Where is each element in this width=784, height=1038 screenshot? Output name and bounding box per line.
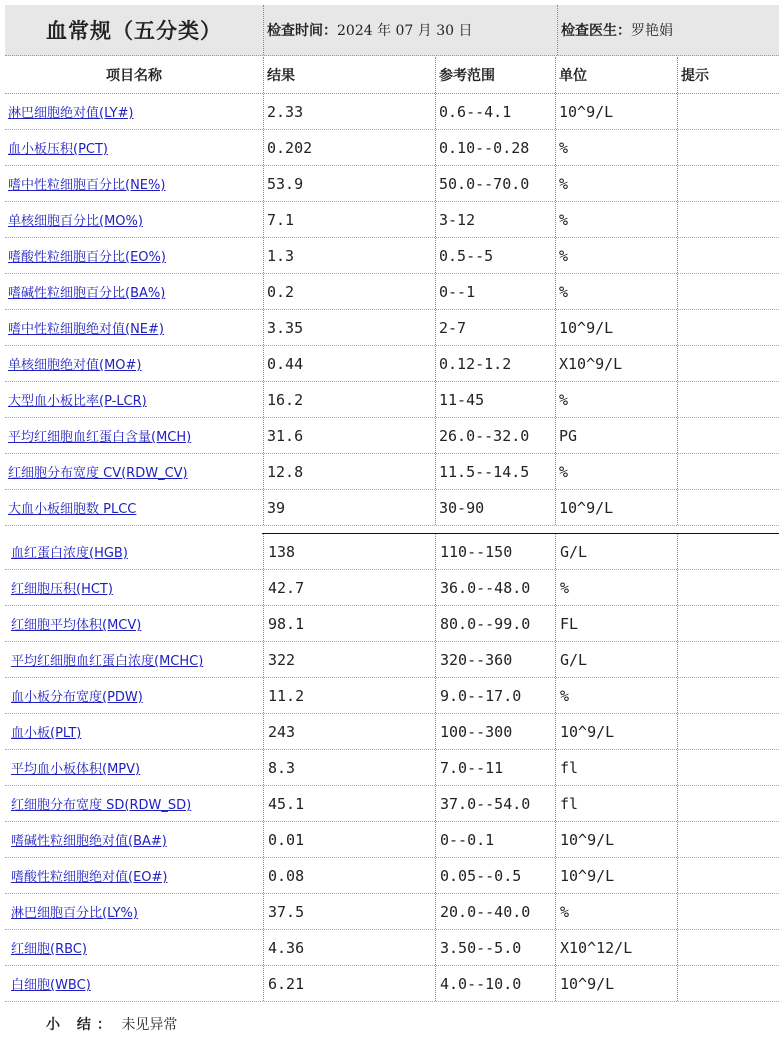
exam-time-value: 2024 年 07 月 30 日 xyxy=(337,23,473,39)
reference-range: 80.0--99.0 xyxy=(435,606,555,641)
test-name-link[interactable]: 白细胞(WBC) xyxy=(11,978,91,993)
table-row xyxy=(5,606,779,642)
summary-label: 小 结： xyxy=(46,1017,117,1033)
unit-value: 10^9/L xyxy=(555,490,677,525)
table-row xyxy=(5,130,779,166)
result-value: 243 xyxy=(263,714,435,749)
test-name-link[interactable]: 血红蛋白浓度(HGB) xyxy=(11,546,128,561)
column-header-tip: 提示 xyxy=(677,57,779,93)
result-value: 31.6 xyxy=(263,418,435,453)
tip-cell xyxy=(677,678,779,713)
test-name-link[interactable]: 嗜中性粒细胞绝对值(NE#) xyxy=(8,322,164,337)
unit-value: % xyxy=(555,202,677,237)
result-value: 0.44 xyxy=(263,346,435,381)
table-row xyxy=(5,858,779,894)
exam-doctor-label: 检查医生： xyxy=(561,23,631,39)
result-value: 8.3 xyxy=(263,750,435,785)
reference-range: 36.0--48.0 xyxy=(435,570,555,605)
reference-range: 30-90 xyxy=(435,490,555,525)
exam-doctor-value: 罗艳娟 xyxy=(631,23,673,39)
unit-value: PG xyxy=(555,418,677,453)
table-row xyxy=(5,238,779,274)
column-header-result: 结果 xyxy=(263,57,435,93)
test-name-link[interactable]: 大血小板细胞数 PLCC xyxy=(8,502,137,517)
test-name-link[interactable]: 嗜中性粒细胞百分比(NE%) xyxy=(8,178,166,193)
summary-text: 未见异常 xyxy=(121,1017,178,1033)
tip-cell xyxy=(677,382,779,417)
result-value: 98.1 xyxy=(263,606,435,641)
test-name-link[interactable]: 红细胞分布宽度 CV(RDW_CV) xyxy=(8,466,188,481)
result-value: 138 xyxy=(263,534,435,569)
table-row xyxy=(5,714,779,750)
test-name-link[interactable]: 血小板压积(PCT) xyxy=(8,142,109,157)
unit-value: 10^9/L xyxy=(555,94,677,129)
test-name-link[interactable]: 红细胞(RBC) xyxy=(11,942,87,957)
unit-value: G/L xyxy=(555,534,677,569)
test-name-link[interactable]: 嗜酸性粒细胞绝对值(EO#) xyxy=(11,870,168,885)
tip-cell xyxy=(677,454,779,489)
test-name-link[interactable]: 红细胞分布宽度 SD(RDW_SD) xyxy=(11,798,192,813)
table-row xyxy=(5,418,779,454)
reference-range: 2-7 xyxy=(435,310,555,345)
unit-value: % xyxy=(555,382,677,417)
reference-range: 0--0.1 xyxy=(435,822,555,857)
exam-doctor xyxy=(557,5,779,55)
table-row xyxy=(5,382,779,418)
result-value: 2.33 xyxy=(263,94,435,129)
table-row xyxy=(5,94,779,130)
result-value: 53.9 xyxy=(263,166,435,201)
result-value: 4.36 xyxy=(263,930,435,965)
unit-value: fl xyxy=(555,786,677,821)
unit-value: 10^9/L xyxy=(555,822,677,857)
tip-cell xyxy=(677,130,779,165)
unit-value: % xyxy=(555,130,677,165)
tip-cell xyxy=(677,94,779,129)
table-row xyxy=(5,274,779,310)
table-row xyxy=(5,454,779,490)
reference-range: 26.0--32.0 xyxy=(435,418,555,453)
tip-cell xyxy=(677,490,779,525)
tip-cell xyxy=(677,418,779,453)
reference-range: 100--300 xyxy=(435,714,555,749)
table-row xyxy=(5,166,779,202)
column-header-reference: 参考范围 xyxy=(435,57,555,93)
table-row xyxy=(5,490,779,526)
unit-value: % xyxy=(555,166,677,201)
result-value: 37.5 xyxy=(263,894,435,929)
reference-range: 0.10--0.28 xyxy=(435,130,555,165)
unit-value: G/L xyxy=(555,642,677,677)
tip-cell xyxy=(677,274,779,309)
summary xyxy=(46,1014,177,1034)
table-row xyxy=(5,678,779,714)
reference-range: 3-12 xyxy=(435,202,555,237)
table-row xyxy=(5,534,779,570)
test-name-link[interactable]: 平均血小板体积(MPV) xyxy=(11,762,141,777)
table-row xyxy=(5,570,779,606)
column-header-unit: 单位 xyxy=(555,57,677,93)
unit-value: % xyxy=(555,238,677,273)
reference-range: 37.0--54.0 xyxy=(435,786,555,821)
tip-cell xyxy=(677,894,779,929)
results-table-group-2 xyxy=(5,534,779,1002)
test-name-link[interactable]: 平均红细胞血红蛋白含量(MCH) xyxy=(8,430,192,445)
table-row xyxy=(5,966,779,1002)
reference-range: 11.5--14.5 xyxy=(435,454,555,489)
unit-value: % xyxy=(555,454,677,489)
result-value: 42.7 xyxy=(263,570,435,605)
result-value: 12.8 xyxy=(263,454,435,489)
table-row xyxy=(5,786,779,822)
reference-range: 320--360 xyxy=(435,642,555,677)
reference-range: 11-45 xyxy=(435,382,555,417)
tip-cell xyxy=(677,822,779,857)
reference-range: 0.6--4.1 xyxy=(435,94,555,129)
reference-range: 0--1 xyxy=(435,274,555,309)
table-row xyxy=(5,750,779,786)
test-name-link[interactable]: 大型血小板比率(P-LCR) xyxy=(8,394,147,409)
unit-value: fl xyxy=(555,750,677,785)
reference-range: 0.05--0.5 xyxy=(435,858,555,893)
reference-range: 20.0--40.0 xyxy=(435,894,555,929)
table-row xyxy=(5,930,779,966)
reference-range: 110--150 xyxy=(435,534,555,569)
tip-cell xyxy=(677,534,779,569)
tip-cell xyxy=(677,930,779,965)
test-name-link[interactable]: 单核细胞百分比(MO%) xyxy=(8,214,143,229)
result-value: 45.1 xyxy=(263,786,435,821)
table-header xyxy=(5,57,779,94)
tip-cell xyxy=(677,238,779,273)
test-name-link[interactable]: 淋巴细胞百分比(LY%) xyxy=(11,906,138,921)
result-value: 0.08 xyxy=(263,858,435,893)
result-value: 11.2 xyxy=(263,678,435,713)
result-value: 322 xyxy=(263,642,435,677)
test-name-link[interactable]: 淋巴细胞绝对值(LY#) xyxy=(8,106,134,121)
reference-range: 4.0--10.0 xyxy=(435,966,555,1001)
result-value: 6.21 xyxy=(263,966,435,1001)
test-name-link[interactable]: 单核细胞绝对值(MO#) xyxy=(8,358,142,373)
results-table-group-1 xyxy=(5,94,779,526)
unit-value: X10^12/L xyxy=(555,930,677,965)
test-name-link[interactable]: 血小板分布宽度(PDW) xyxy=(11,690,143,705)
test-name-link[interactable]: 红细胞平均体积(MCV) xyxy=(11,618,142,633)
reference-range: 3.50--5.0 xyxy=(435,930,555,965)
unit-value: X10^9/L xyxy=(555,346,677,381)
tip-cell xyxy=(677,750,779,785)
table-row xyxy=(5,202,779,238)
reference-range: 7.0--11 xyxy=(435,750,555,785)
result-value: 16.2 xyxy=(263,382,435,417)
tip-cell xyxy=(677,202,779,237)
test-name-link[interactable]: 嗜碱性粒细胞绝对值(BA#) xyxy=(11,834,167,849)
result-value: 3.35 xyxy=(263,310,435,345)
table-row xyxy=(5,822,779,858)
tip-cell xyxy=(677,966,779,1001)
reference-range: 50.0--70.0 xyxy=(435,166,555,201)
tip-cell xyxy=(677,310,779,345)
column-header-name: 项目名称 xyxy=(106,68,162,84)
unit-value: 10^9/L xyxy=(555,966,677,1001)
test-name-link[interactable]: 平均红细胞血红蛋白浓度(MCHC) xyxy=(11,654,204,669)
result-value: 39 xyxy=(263,490,435,525)
tip-cell xyxy=(677,346,779,381)
result-value: 0.202 xyxy=(263,130,435,165)
result-value: 0.2 xyxy=(263,274,435,309)
reference-range: 0.12-1.2 xyxy=(435,346,555,381)
unit-value: 10^9/L xyxy=(555,310,677,345)
test-name-link[interactable]: 血小板(PLT) xyxy=(11,726,82,741)
result-value: 0.01 xyxy=(263,822,435,857)
unit-value: FL xyxy=(555,606,677,641)
table-row xyxy=(5,894,779,930)
tip-cell xyxy=(677,714,779,749)
unit-value: 10^9/L xyxy=(555,714,677,749)
table-row xyxy=(5,346,779,382)
exam-time-label: 检查时间： xyxy=(267,23,337,39)
reference-range: 9.0--17.0 xyxy=(435,678,555,713)
tip-cell xyxy=(677,606,779,641)
tip-cell xyxy=(677,858,779,893)
table-row xyxy=(5,642,779,678)
tip-cell xyxy=(677,570,779,605)
unit-value: % xyxy=(555,894,677,929)
unit-value: % xyxy=(555,678,677,713)
reference-range: 0.5--5 xyxy=(435,238,555,273)
result-value: 7.1 xyxy=(263,202,435,237)
tip-cell xyxy=(677,786,779,821)
unit-value: % xyxy=(555,274,677,309)
test-name-link[interactable]: 嗜酸性粒细胞百分比(EO%) xyxy=(8,250,166,265)
report-title: 血常规（五分类） xyxy=(46,19,222,43)
unit-value: % xyxy=(555,570,677,605)
test-name-link[interactable]: 红细胞压积(HCT) xyxy=(11,582,113,597)
exam-time xyxy=(263,5,557,55)
tip-cell xyxy=(677,166,779,201)
report-header xyxy=(5,5,779,56)
table-row xyxy=(5,310,779,346)
unit-value: 10^9/L xyxy=(555,858,677,893)
tip-cell xyxy=(677,642,779,677)
test-name-link[interactable]: 嗜碱性粒细胞百分比(BA%) xyxy=(8,286,166,301)
result-value: 1.3 xyxy=(263,238,435,273)
